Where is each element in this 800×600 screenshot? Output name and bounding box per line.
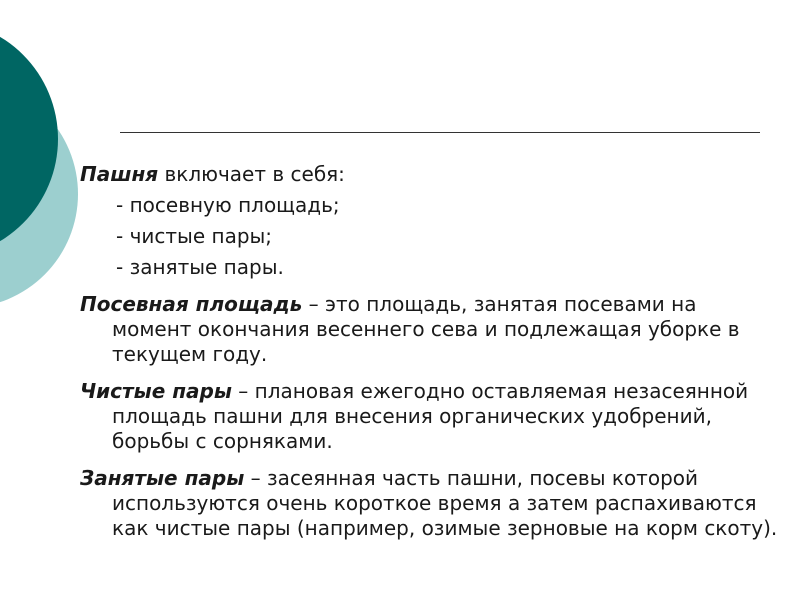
title-divider: [120, 132, 760, 133]
intro-paragraph: [80, 162, 780, 187]
definition-clean-fallow: [80, 379, 780, 454]
intro-term: Пашня: [80, 162, 159, 186]
definition-occupied-fallow: [80, 466, 780, 541]
list-item: - занятые пары.: [116, 255, 284, 279]
definition-text: – плановая ежегодно оставляемая незасеянной площадь пашни для внесения органических удобрений, борьбы с сорняками.: [112, 379, 749, 453]
slide-body: [80, 162, 780, 541]
definition-text: – засеянная часть пашни, посевы которой используются очень короткое время а затем распахиваются как чистые пары (например, озимые зерновые на корм скоту).: [112, 466, 778, 540]
definition-sown-area: [80, 292, 780, 367]
definition-text: – это площадь, занятая посевами на момент окончания весеннего сева и подлежащая уборке в текущем году.: [112, 292, 740, 366]
list-item: - чистые пары;: [116, 224, 273, 248]
definition-term: Чистые пары: [80, 379, 232, 403]
definition-term: Занятые пары: [80, 466, 245, 490]
intro-text: включает в себя:: [158, 162, 345, 186]
definition-term: Посевная площадь: [80, 292, 303, 316]
list-item: - посевную площадь;: [116, 193, 340, 217]
